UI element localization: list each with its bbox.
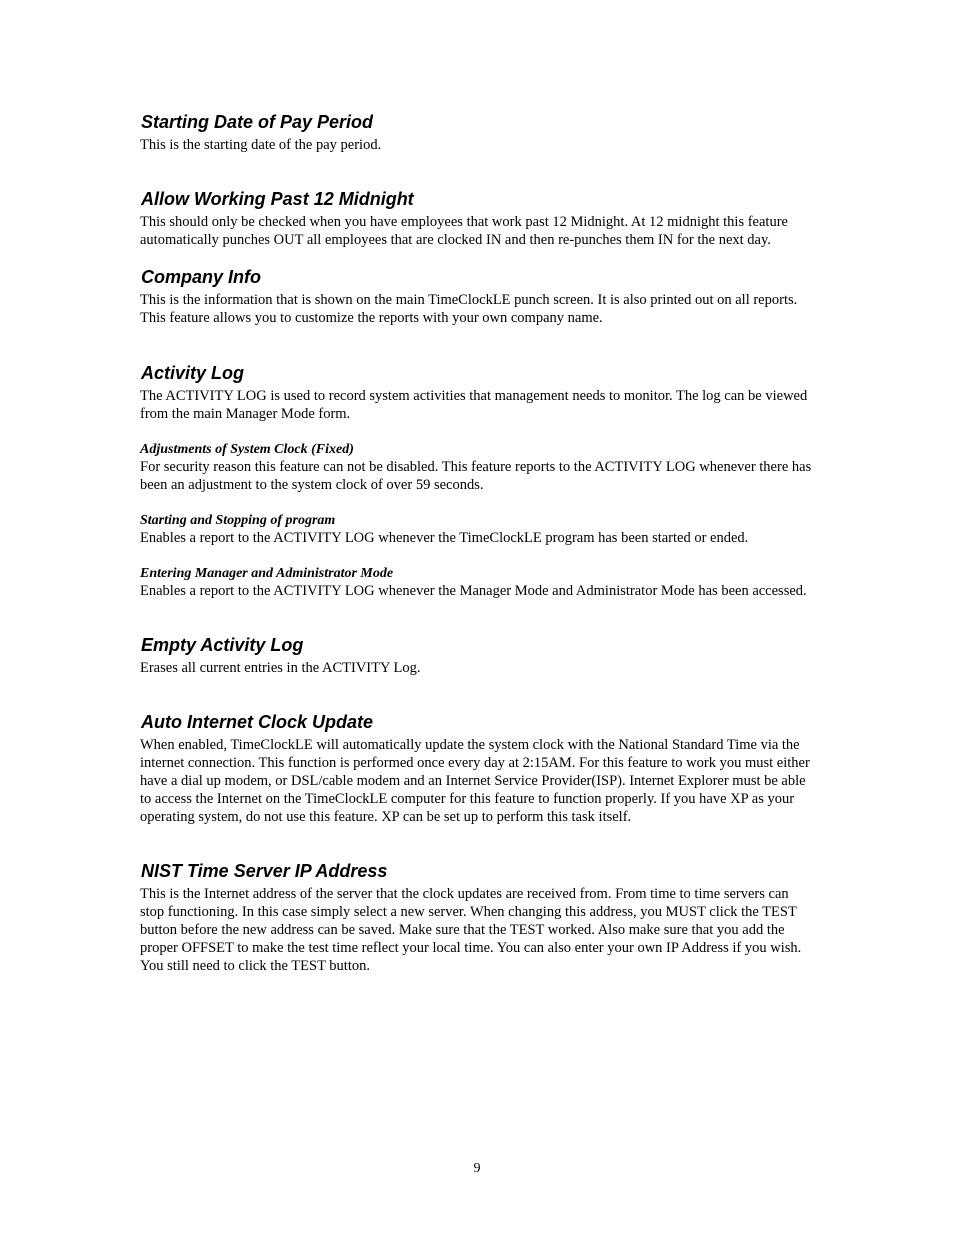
subsection-body: Enables a report to the ACTIVITY LOG whenever the TimeClockLE program has been started or ended. (140, 530, 749, 546)
section-heading: Starting Date of Pay Period (141, 112, 374, 132)
subsection-entering-manager-mode (140, 565, 816, 600)
section-auto-internet-clock-update (140, 710, 816, 826)
subsection-heading: Adjustments of System Clock (Fixed) (140, 442, 354, 457)
subsection-adjustments-system-clock (140, 441, 816, 494)
section-body: Erases all current entries in the ACTIVITY Log. (140, 660, 421, 676)
section-body: This is the Internet address of the server that the clock updates are received from. From time to time servers can stop functioning. In this case simply select a new server. When changing this address, you MUST click the TEST button before the new address can be saved. Make sure that the TEST worked. Also make sure that you add the proper OFFSET to make the test time reflect your local time. You can also enter your own IP Address if you wish. You still need to click the TEST button. (140, 886, 802, 974)
section-body: This is the starting date of the pay period. (140, 137, 382, 153)
section-heading: Auto Internet Clock Update (141, 712, 374, 732)
section-starting-date (140, 110, 816, 154)
section-heading: Allow Working Past 12 Midnight (141, 189, 414, 209)
section-body: The ACTIVITY LOG is used to record system activities that management needs to monitor. The log can be viewed from the main Manager Mode form. (140, 388, 808, 422)
section-company-info (140, 265, 816, 327)
page-content (140, 110, 816, 975)
section-body: This is the information that is shown on the main TimeClockLE punch screen. It is also printed out on all reports. This feature allows you to customize the reports with your own company name. (140, 292, 798, 326)
section-nist-time-server (140, 859, 816, 975)
section-body: This should only be checked when you have employees that work past 12 Midnight. At 12 midnight this feature automatically punches OUT all employees that are clocked IN and then re-punches them IN for the next day. (140, 214, 788, 248)
subsection-body: Enables a report to the ACTIVITY LOG whenever the Manager Mode and Administrator Mode has been accessed. (140, 583, 807, 599)
subsection-starting-stopping-program (140, 512, 816, 547)
section-body: When enabled, TimeClockLE will automatically update the system clock with the National Standard Time via the internet connection. This function is performed once every day at 2:15AM. For this feature to work you must either have a dial up modem, or DSL/cable modem and an Internet Service Provider(ISP). Internet Explorer must be able to access the Internet on the TimeClockLE computer for this feature to function properly. If you have XP as your operating system, do not use this feature. XP can be set up to perform this task itself. (140, 737, 810, 825)
section-heading: NIST Time Server IP Address (141, 861, 388, 881)
section-heading: Empty Activity Log (141, 635, 304, 655)
subsection-body: For security reason this feature can not be disabled. This feature reports to the ACTIVITY LOG whenever there has been an adjustment to the system clock of over 59 seconds. (140, 459, 812, 493)
section-allow-working-past-midnight (140, 187, 816, 249)
section-activity-log (140, 361, 816, 600)
subsection-heading: Entering Manager and Administrator Mode (140, 566, 394, 581)
page-number: 9 (473, 1161, 481, 1176)
section-heading: Activity Log (141, 363, 245, 383)
section-empty-activity-log (140, 633, 816, 677)
section-heading: Company Info (141, 267, 261, 287)
subsection-heading: Starting and Stopping of program (140, 513, 336, 528)
